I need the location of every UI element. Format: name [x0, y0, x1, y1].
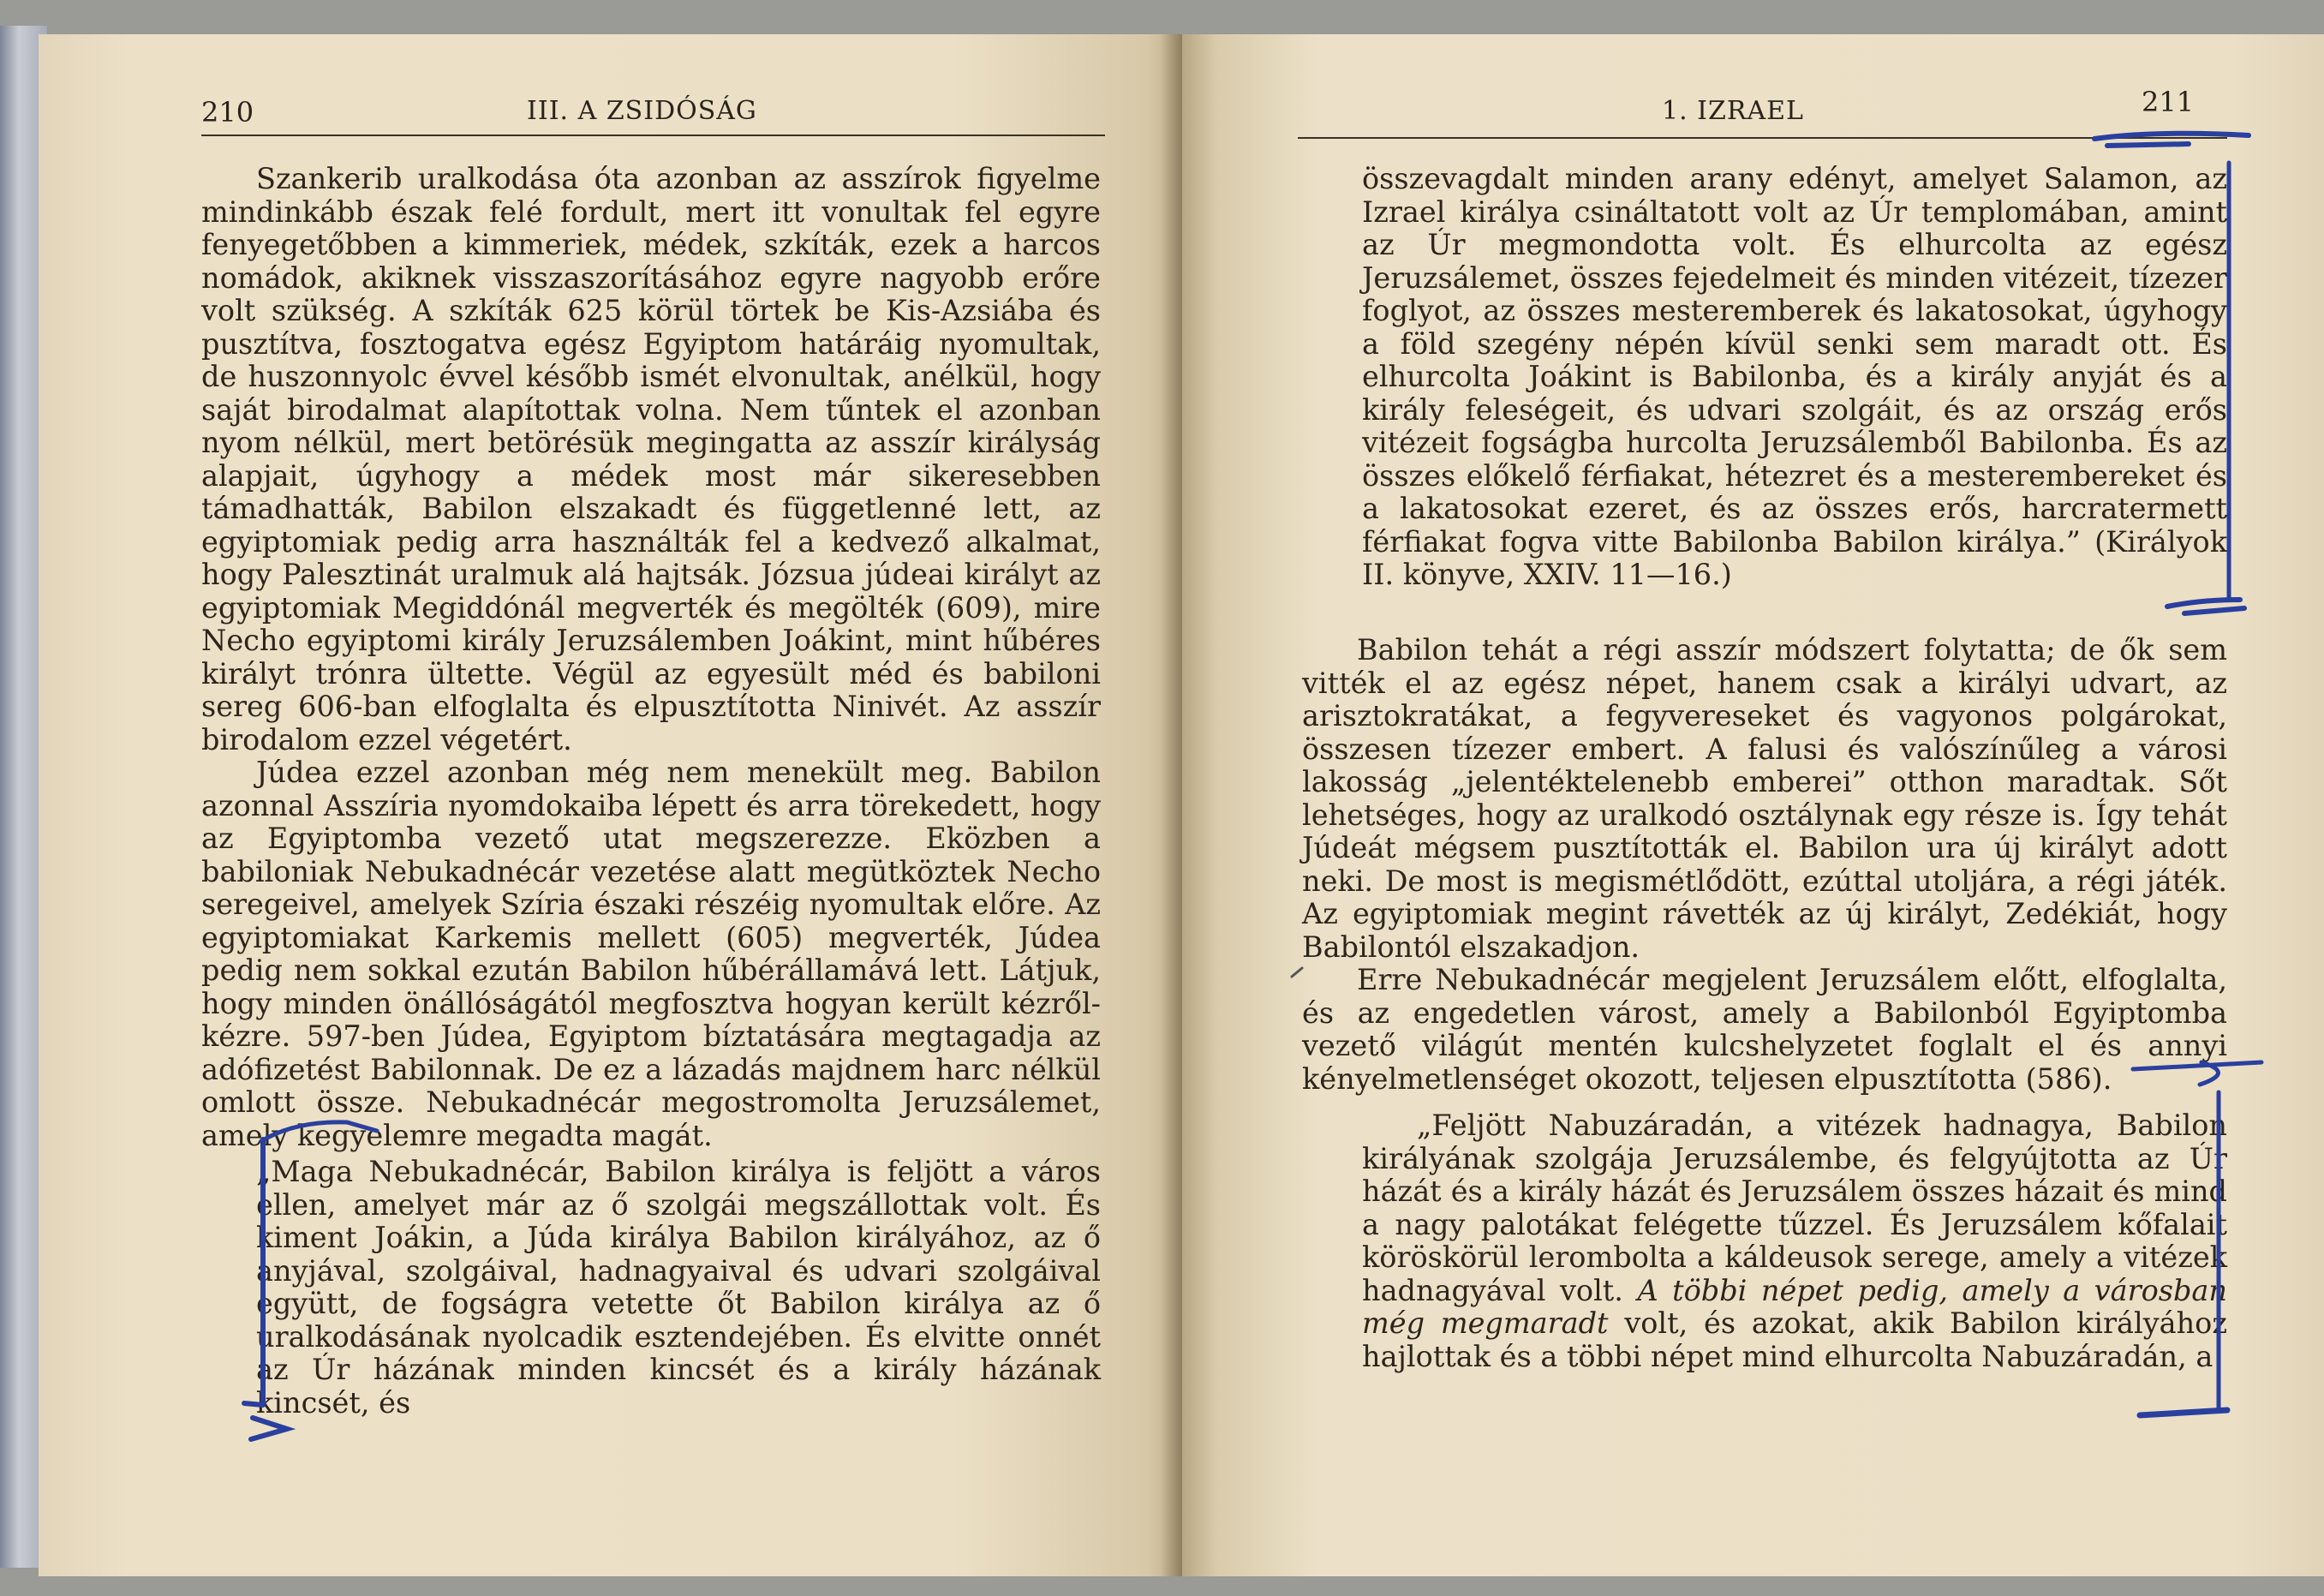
- left-running-head: III. A ZSIDÓSÁG: [527, 96, 757, 126]
- left-page-number: 210: [201, 96, 254, 129]
- paragraph: Babilon tehát a régi asszír módszert folytatta; de ők sem vitték el az egész népet, hanem csak a királyi udvart, az arisztokratákat, a fegyvereseket és vagyonos polgárokat, összesen tízezer embert. A falusi és valószínűleg a városi lakosság „jelentéktelenebb emberei” otthon maradtak. Sőt lehetséges, hogy az uralkodó osztálynak egy része is. Így tehát Júdeát mégsem pusztították el. Babilon ura új királyt adott neki. De most is megismétlődött, ezúttal utoljára, a régi játék. Az egyiptomiak megint rávették az új királyt, Zedékiát, hogy Babilontól elszakadjon.: [1302, 633, 2227, 964]
- pen-bracket-marks: [1182, 34, 2324, 1576]
- right-page-number: 211: [2142, 86, 2195, 118]
- quote-text: „Feljött Nabuzáradán, a vitézek hadnagya, Babilon királyának szolgája Jeruzsálembe, és felgyújtotta az Úr házát és a király házát és Jeruzsálem összes házait és mind a nagy palotákat felégette tűzzel. És Jeruzsálem kőfalait köröskörül lerombolta a káldeusok serege, amely a vitézek hadnagyával volt.: [1362, 1109, 2227, 1307]
- paragraph: Júdea ezzel azonban még nem menekült meg. Babilon azonnal Asszíria nyomdokaiba lépett és arra törekedett, hogy az Egyiptomba vezető utat megszerezze. Eközben a babiloniak Nebukadnécár vezetése alatt megütköztek Necho seregeivel, amelyek Szíria északi részéig nyomultak előre. Az egyiptomiakat Karkemis mellett (605) megverték, Júdea pedig nem sokkal ezután Babilon hűbérállamává lett. Látjuk, hogy minden önállóságától megfosztva hogyan került kézről-kézre. 597-ben Júdea, Egyiptom bíztatására megtagadja az adófizetést Babilonnak. De ez a lázadás majdnem harc nélkül omlott össze. Nebukadnécár megostromolta Jeruzsálemet, amely kegyelemre megadta magát.: [201, 756, 1101, 1152]
- quote-paragraph: összevagdalt minden arany edényt, amelyet Salamon, az Izrael királya csináltatott volt az Úr templomában, amint az Úr megmondotta volt. És elhurcolta az egész Jeruzsálemet, összes fejedelmeit és minden vitézeit, tízezer foglyot, az összes mesteremberek és lakatosokat, úgyhogy a föld szegény népén kívül senki sem maradt ott. És elhurcolta Joákint is Babilonba, és a király anyját és a király feleségeit, és udvari szolgáit, és az ország erős vitézeit fogságba hurcolta Jeruzsálemből Babilonba. És az összes előkelő férfiakat, hétezret és a mesterembereket és a lakatosokat ezeret, és az összes erős, harcratermett férfiakat fogva vitte Babilonba Babilon királya.” (Királyok II. könyve, XXIV. 11—16.): [1362, 162, 2227, 591]
- quote-italic-text: A többi népet pedig, amely a városban még megmaradt: [1362, 1273, 2227, 1340]
- pen-bracket-mark: [39, 34, 1182, 1576]
- right-running-head: 1. IZRAEL: [1662, 96, 1804, 126]
- paragraph: Szankerib uralkodása óta azonban az asszírok figyelme mindinkább észak felé fordult, mert itt vonultak fel egyre fenyegetőbben a kimmeriek, médek, szkíták, ezek a harcos nomádok, akiknek visszaszorításához egyre nagyobb erőre volt szükség. A szkíták 625 körül törtek be Kis-Azsiába és pusztítva, fosztogatva egész Egyiptom határáig nyomultak, de huszonnyolc évvel később ismét elvonultak, anélkül, hogy saját birodalmat alapítottak volna. Nem tűntek el azonban nyom nélkül, mert betörésük megingatta az asszír királyság alapjait, úgyhogy a médek most már sikeresebben támadhatták, Babilon elszakadt és függetlenné lett, az egyiptomiak pedig arra használták fel a kedvező alkalmat, hogy Palesztinát uralmuk alá hajtsák. Józsua júdeai királyt az egyiptomiak Megiddónál megverték és megölték (609), mire Necho egyiptomi király Jeruzsálemben Joákint, mint hűbéres királyt trónra ültette. Végül az egyesült méd és babiloni sereg 606-ban elfoglalta és elpusztította Ninivét. Az asszír birodalom ezzel végetért.: [201, 162, 1101, 756]
- paragraph: Erre Nebukadnécár megjelent Jeruzsálem előtt, elfoglalta, és az engedetlen várost, amely a Babilonból Egyiptomba vezető világút mentén kulcshelyzetet foglalt el és annyi kényelmetlenséget okozott, teljesen elpusztította (586).: [1302, 963, 2227, 1096]
- right-page: [1182, 34, 2324, 1576]
- left-page: [39, 34, 1182, 1576]
- quote-text-tail: volt, és azokat, akik Babilon királyához hajlottak és a többi népet mind elhurcolta Nabuzáradán, a: [1362, 1306, 2227, 1373]
- quote-paragraph: „Maga Nebukadnécár, Babilon királya is feljött a város ellen, amelyet már az ő szolgái megszállottak volt. És kiment Joákin, a Júda királya Babilon királyához, az ő anyjával, szolgáival, hadnagyaival és udvari szolgáival együtt, de fogságra vetette őt Babilon királya az ő uralkodásának nyolcadik esztendejében. És elvitte onnét az Úr házának minden kincsét és a király házának kincsét, és: [256, 1155, 1101, 1420]
